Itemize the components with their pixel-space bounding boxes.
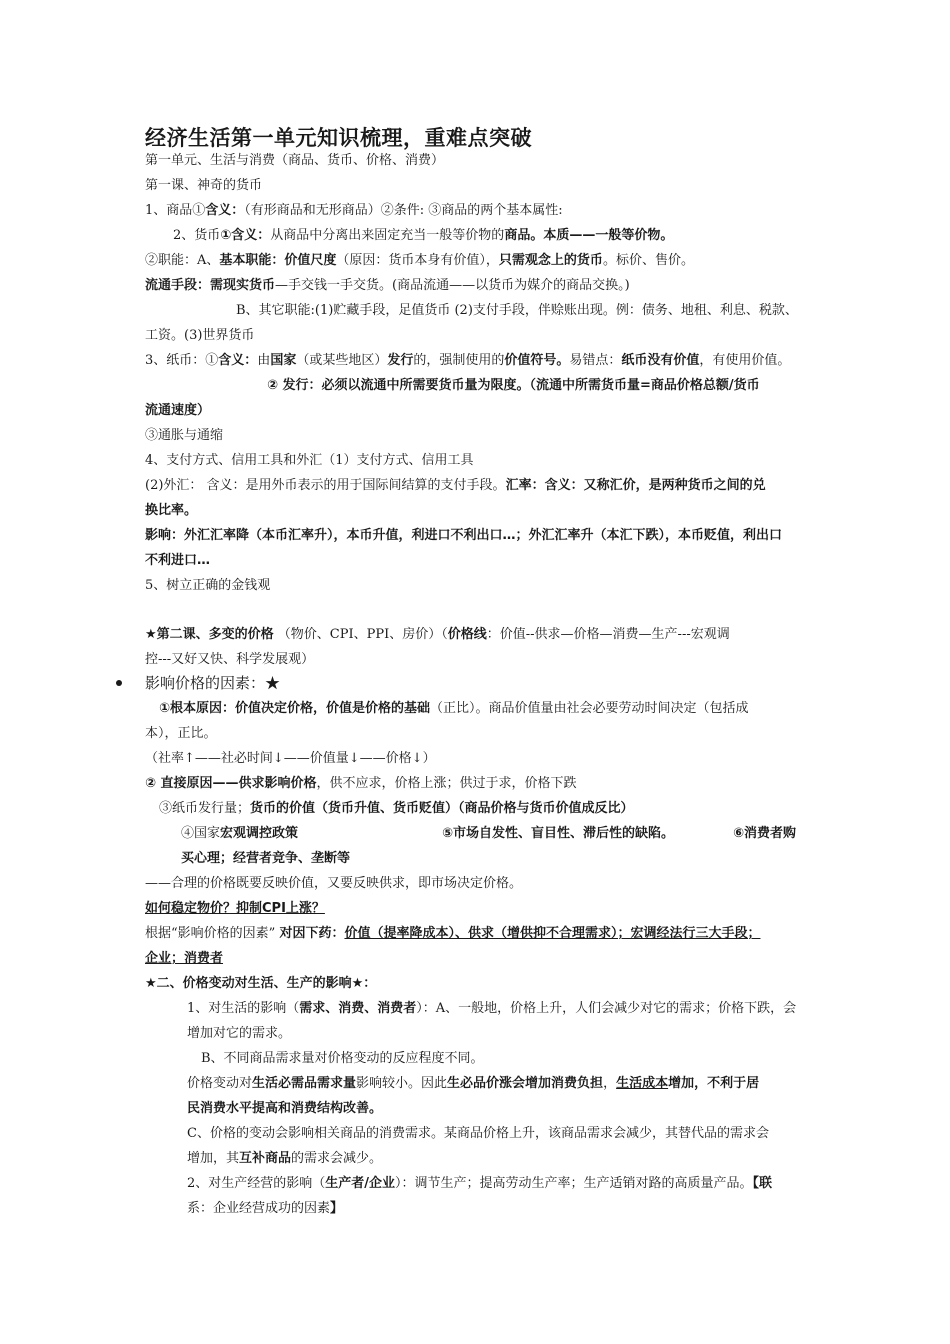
- text-line: 本），正比。: [145, 726, 217, 741]
- lesson-heading: 第一课、神奇的货币: [145, 178, 263, 193]
- text-line: ④国家宏观调控政策: [181, 826, 299, 841]
- text-line: B、其它职能:(1)贮藏手段，足值货币 (2)支付手段，伴赊账出现。例：债务、地租、利息、税款、: [236, 303, 798, 318]
- text-line: 换比率。: [145, 503, 198, 518]
- text-line: ⑥消费者购: [733, 826, 797, 841]
- text-line: 增加，其互补商品的需求会减少。: [187, 1151, 383, 1166]
- text-line: 1、商品①含义：（有形商品和无形商品）②条件: ③商品的两个基本属性:: [145, 203, 563, 218]
- lesson-heading: ★第二课、多变的价格 （物价、CPI、PPI、房价）（价格线：价值--供求—价格—消费—生产---宏观调: [145, 627, 730, 642]
- text-line: ② 发行：必须以流通中所需要货币量为限度。（流通中所需货币量=商品价格总额/货币: [267, 378, 760, 393]
- text-line: ② 直接原因——供求影响价格，供不应求，价格上涨；供过于求，价格下跌: [145, 776, 577, 791]
- section-heading: ★二、价格变动对生活、生产的影响★：: [145, 976, 377, 991]
- text-line: 5、树立正确的金钱观: [145, 578, 271, 593]
- text-line: ——合理的价格既要反映价值，又要反映供求，即市场决定价格。: [145, 876, 523, 891]
- page-title: 经济生活第一单元知识梳理，重难点突破: [145, 126, 532, 150]
- text-line: 工资。(3)世界货币: [145, 328, 255, 343]
- unit-heading: 第一单元、生活与消费（商品、货币、价格、消费）: [145, 153, 445, 168]
- text-line: 流通速度）: [145, 403, 211, 418]
- text-line: 根据“影响价格的因素” 对因下药：价值（提率降成本）、供求（增供抑不合理需求）；宏调经法行三大手段；: [145, 926, 761, 941]
- text-line: 2、对生产经营的影响（生产者/企业）：调节生产；提高劳动生产率；生产适销对路的高质量产品。【联: [187, 1176, 773, 1191]
- text-line: 影响：外汇汇率降（本币汇率升），本币升值，利进口不利出口…；外汇汇率升（本汇下跌），本币贬值，利出口: [145, 528, 783, 543]
- text-line: 民消费水平提高和消费结构改善。: [187, 1101, 383, 1116]
- text-line: 1、对生活的影响（需求、消费、消费者）：A、一般地，价格上升，人们会减少对它的需求；价格下跌，会: [187, 1001, 797, 1016]
- text-line: 不利进口…: [145, 553, 211, 568]
- text-line: 2、货币①含义：从商品中分离出来固定充当一般等价物的商品。本质——一般等价物。: [173, 228, 674, 243]
- text-line: ①根本原因：价值决定价格，价值是价格的基础（正比）。商品价值量由社会必要劳动时间决定（包括成: [159, 701, 749, 716]
- text-line: 买心理；经营者竞争、垄断等: [181, 851, 351, 866]
- text-line: ③纸币发行量；货币的价值（货币升值、货币贬值）（商品价格与货币价值成反比）: [159, 801, 634, 816]
- text-line: B、不同商品需求量对价格变动的反应程度不同。: [201, 1051, 484, 1066]
- text-line: ②职能：A、基本职能：价值尺度（原因：货币本身有价值），只需观念上的货币。标价、售价。: [145, 253, 694, 268]
- text-line: C、价格的变动会影响相关商品的消费需求。某商品价格上升，该商品需求会减少，其替代品的需求会: [187, 1126, 769, 1141]
- text-line: 增加对它的需求。: [187, 1026, 292, 1041]
- text-line: （社率↑——社必时间↓——价值量↓——价格↓）: [145, 751, 436, 766]
- text-line: 4、支付方式、信用工具和外汇（1）支付方式、信用工具: [145, 453, 474, 468]
- text-line: ③通胀与通缩: [145, 428, 224, 443]
- section-heading: 影响价格的因素：★: [145, 674, 281, 692]
- text-line: (2)外汇： 含义：是用外币表示的用于国际间结算的支付手段。汇率：含义：又称汇价，是两种货币之间的兑: [145, 478, 766, 493]
- text-line: 3、纸币：①含义：由国家（或某些地区）发行的，强制使用的价值符号。易错点：纸币没有价值，有使用价值。: [145, 353, 791, 368]
- text-line: 企业；消费者: [145, 951, 224, 966]
- text-line: 价格变动对生活必需品需求量影响较小。因此生必品价涨会增加消费负担，生活成本增加，不利于居: [187, 1076, 760, 1091]
- text-line: 控---又好又快、科学发展观）: [145, 652, 315, 667]
- question-heading: 如何稳定物价？抑制CPI上涨？: [145, 901, 325, 916]
- text-line: 系：企业经营成功的因素】: [187, 1201, 344, 1216]
- bullet-icon: [116, 680, 122, 686]
- text-line: ⑤市场自发性、盲目性、滞后性的缺陷。: [442, 826, 675, 841]
- text-line: 流通手段：需现实货币—手交钱一手交货。(商品流通——以货币为媒介的商品交换。): [145, 278, 630, 293]
